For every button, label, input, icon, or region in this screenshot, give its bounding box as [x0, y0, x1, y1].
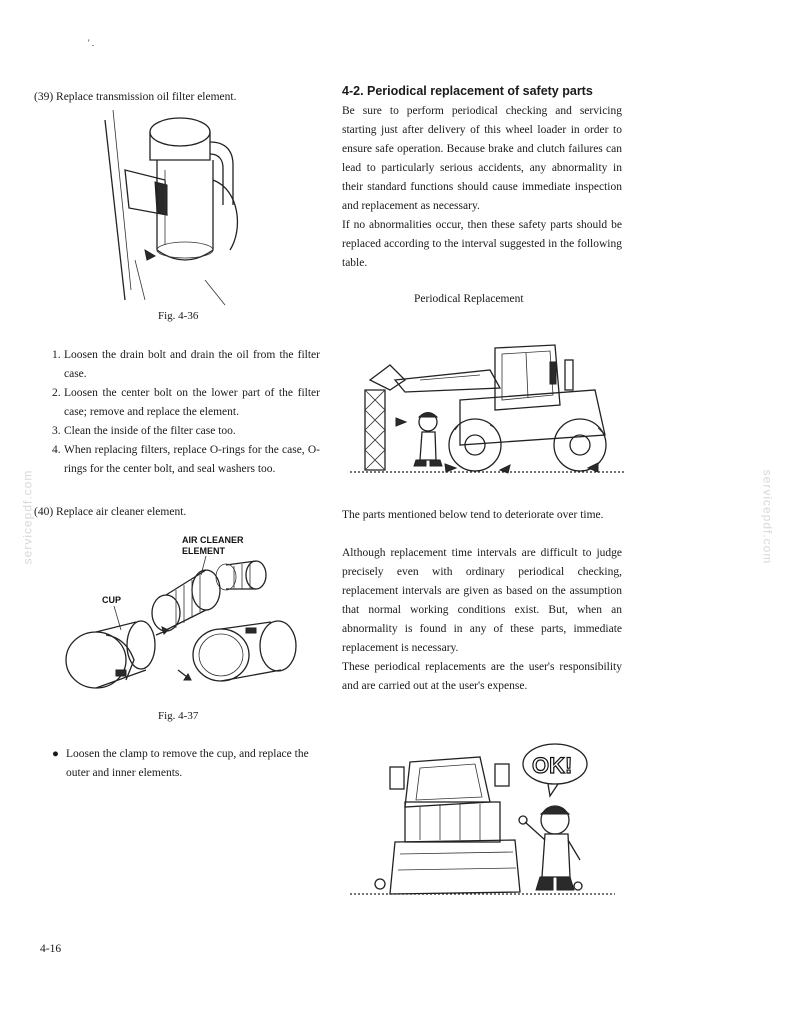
bullet-item — [34, 745, 320, 783]
ok-operator-illustration — [350, 742, 615, 902]
paragraph-1: Be sure to perform periodical checking and servicing starting just after delivery of this wheel loader in order to ensure safe operation. Because brake and clutch failures can lead to particularly serious accidents, any abnormality in their standard functions should cause immediate inspection and replacement as necessary. — [342, 105, 622, 212]
corner-mark: ' . — [88, 38, 95, 48]
steps-list — [34, 346, 320, 479]
step-2: 2. Loosen the center bolt on the lower part of the filter case; remove and replace the element. — [52, 387, 320, 418]
figure-4-36-oil-filter — [95, 110, 245, 305]
label-element: ELEMENT — [182, 546, 226, 556]
paragraph-4: Although replacement time intervals are difficult to judge precisely even with ordinary periodical checking, replacement intervals are given as based on the assumption that normal working conditions exist. But, when an abnormality is found in any of these parts, immediate replacement is necessary. — [342, 547, 622, 654]
figure-4-37-air-cleaner — [56, 530, 306, 700]
wheel-loader-illustration — [350, 320, 625, 480]
paragraph-5: These periodical replacements are the user's responsibility and are carried out at the user's expense. — [342, 661, 622, 692]
step-4: 4. When replacing filters, replace O-rings for the case, O-rings for the center bolt, and seal washers too. — [52, 444, 320, 475]
section-heading: 4-2. Periodical replacement of safety parts — [342, 84, 593, 98]
section-40-title: (40) Replace air cleaner element. — [34, 506, 187, 518]
section-39-title: (39) Replace transmission oil filter element. — [34, 91, 237, 103]
figure-4-37-caption: Fig. 4-37 — [158, 710, 199, 722]
label-cup: CUP — [102, 595, 122, 605]
step-3: 3. Clean the inside of the filter case too. — [52, 425, 236, 437]
illustration-caption: Periodical Replacement — [414, 293, 524, 305]
ok-bubble-text: OK! — [532, 753, 573, 778]
bullet-text: Loosen the clamp to remove the cup, and replace the outer and inner elements. — [66, 748, 309, 779]
watermark-right: servicepdf.com — [760, 469, 775, 565]
paragraph-2: If no abnormalities occur, then these safety parts should be replaced according to the interval suggested in the following table. — [342, 219, 622, 269]
watermark-left: servicepdf.com — [20, 469, 35, 565]
paragraph-3: The parts mentioned below tend to deteriorate over time. — [342, 509, 604, 521]
step-1: 1. Loosen the drain bolt and drain the oil from the filter case. — [52, 349, 320, 380]
page-number: 4-16 — [40, 943, 62, 955]
figure-4-36-caption: Fig. 4-36 — [158, 310, 199, 322]
bullet-dot-icon: ● — [52, 748, 59, 760]
label-air-cleaner: AIR CLEANER — [182, 535, 244, 545]
